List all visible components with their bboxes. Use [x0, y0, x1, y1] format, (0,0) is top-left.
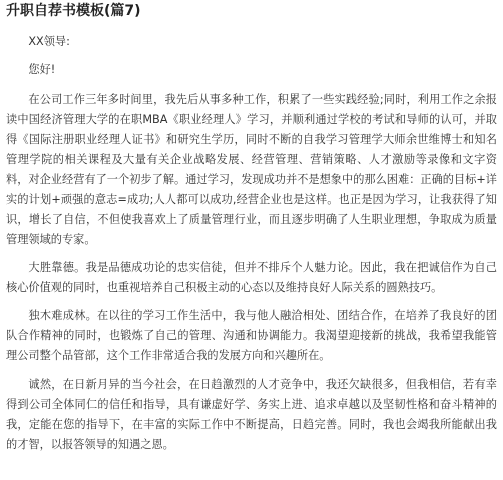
greeting: 您好! [28, 63, 56, 76]
document-body [6, 32, 497, 455]
paragraph-closing: 诚然，在日新月异的当今社会，在日趋激烈的人才竞争中，我还欠缺很多，但我相信，若有幸得到公司全体同仁的信任和指导，具有谦虚好学、务实上进、追求卓越以及坚韧性格和奋斗精神的我，定能在您的指导下，在丰富的实际工作中不断提高，日趋完善。同时，我也会竭我所能献出我的才智，以报答领导的知遇之恩。 [6, 378, 497, 451]
salutation: XX领导: [28, 35, 70, 48]
paragraph-character: 大胜靠德。我是品德成功论的忠实信徒，但并不排斥个人魅力论。因此，我在把诚信作为自己核心价值观的同时，也重视培养自己积极主动的心态以及维持良好人际关系的圆熟技巧。 [6, 261, 497, 294]
paragraph-teamwork: 独木难成林。在以往的学习工作生活中，我与他人融洽相处、团结合作，在培养了我良好的团队合作精神的同时，也锻炼了自己的管理、沟通和协调能力。我渴望迎接新的挑战，我希望我能管理公司整个品管部，这个工作非常适合我的发展方向和兴趣所在。 [6, 309, 497, 362]
document-title: 升职自荐书模板(篇7) [6, 3, 141, 19]
paragraph-experience: 在公司工作三年多时间里，我先后从事多种工作，积累了一些实践经验;同时，利用工作之余报读中国经济管理大学的在职MBA《职业经理人》学习，并顺利通过学校的考试和导师的认可，并取得《国际注册职业经理人证书》和研究生学历，同时不断的自我学习管理学大师余世维博士和知名管理学院的相关课程及大量有关企业战略发展、经营管理、营销策略、人才激励等录像和文字资料，对企业经营有了一个初步了解。通过学习，发现成功并不是想象中的那么困难：正确的目标+详实的计划+顽强的意志=成功;人人都可以成功,经营企业也是这样。也正是因为学习，让我获得了知识，增长了自信，不但使我喜欢上了质量管理行业，而且逐步明确了人生职业理想，争取成为质量管理领域的专家。 [6, 93, 497, 246]
